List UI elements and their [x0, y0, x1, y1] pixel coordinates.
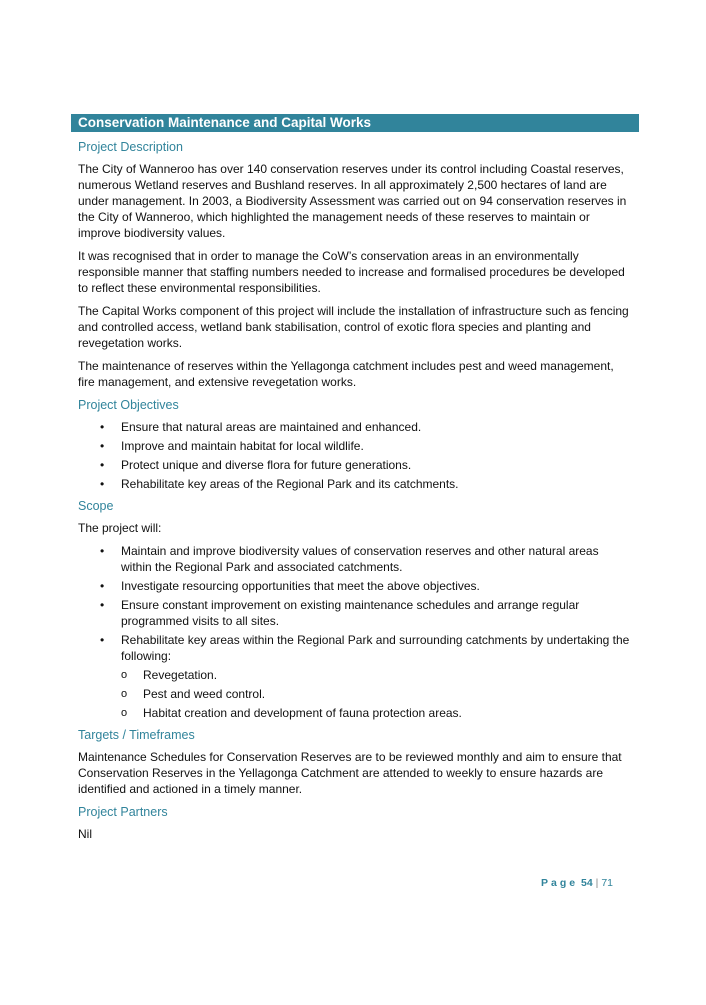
page-number: 54: [581, 877, 593, 889]
description-paragraph-2: It was recognised that in order to manage the CoW’s conservation areas in an environmentally responsible manner that staffing numbers needed to increase and formalised procedures be developed to reflect these environmental responsibilities.: [78, 249, 625, 295]
heading-targets-timeframes: Targets / Timeframes: [78, 728, 195, 742]
scope-list: [78, 543, 630, 721]
objective-text: Ensure that natural areas are maintained and enhanced.: [121, 420, 422, 434]
scope-text: Rehabilitate key areas within the Regional Park and surrounding catchments by undertaking the following:: [121, 633, 630, 663]
bullet-icon: •: [100, 633, 105, 647]
bullet-icon: •: [100, 598, 105, 612]
bullet-icon: •: [100, 420, 105, 434]
objective-text: Improve and maintain habitat for local wildlife.: [121, 439, 364, 453]
scope-subitem-text: Habitat creation and development of fauna protection areas.: [143, 706, 462, 720]
scope-item: [78, 597, 630, 629]
document-body: [78, 136, 630, 849]
partners-paragraph: Nil: [78, 827, 92, 841]
bullet-icon: •: [100, 579, 105, 593]
section-title-bar: [71, 114, 639, 132]
scope-text: Maintain and improve biodiversity values of conservation reserves and other natural areas within the Regional Park and associated catchments.: [121, 544, 599, 574]
objective-item: [78, 438, 630, 454]
objective-text: Rehabilitate key areas of the Regional Park and its catchments.: [121, 477, 459, 491]
description-paragraph-1: The City of Wanneroo has over 140 conservation reserves under its control including Coastal reserves, numerous Wetland reserves and Bushland reserves. In all approximately 2,500 hectares of land are under management. In 2003, a Biodiversity Assessment was carried out on 94 conservation reserves in the City of Wanneroo, which highlighted the management needs of these reserves to maintain or improve biodiversity values.: [78, 162, 627, 240]
scope-sublist: [121, 667, 630, 721]
circle-bullet-icon: o: [121, 669, 128, 681]
page-footer: [500, 877, 613, 889]
heading-project-objectives: Project Objectives: [78, 398, 179, 412]
scope-subitem-text: Pest and weed control.: [143, 687, 266, 701]
bullet-icon: •: [100, 458, 105, 472]
circle-bullet-icon: o: [121, 688, 128, 700]
heading-scope: Scope: [78, 499, 114, 513]
bullet-icon: •: [100, 544, 105, 558]
objective-item: [78, 457, 630, 473]
heading-project-description: Project Description: [78, 140, 183, 154]
section-title: Conservation Maintenance and Capital Works: [78, 115, 372, 130]
description-paragraph-4: The maintenance of reserves within the Yellagonga catchment includes pest and weed management, fire management, and extensive revegetation works.: [78, 359, 614, 389]
objectives-list: [78, 419, 630, 492]
objective-item: [78, 476, 630, 492]
scope-item: [78, 543, 630, 575]
scope-intro: The project will:: [78, 521, 162, 535]
heading-project-partners: Project Partners: [78, 805, 168, 819]
scope-text: Ensure constant improvement on existing maintenance schedules and arrange regular programmed visits to all sites.: [121, 598, 580, 628]
bullet-icon: •: [100, 477, 105, 491]
page-total: 71: [601, 877, 613, 889]
objective-item: [78, 419, 630, 435]
scope-subitem-text: Revegetation.: [143, 668, 218, 682]
page-label: Page: [541, 877, 579, 889]
scope-subitem: [121, 705, 630, 721]
scope-item: [78, 578, 630, 594]
objective-text: Protect unique and diverse flora for future generations.: [121, 458, 412, 472]
scope-text: Investigate resourcing opportunities that meet the above objectives.: [121, 579, 480, 593]
scope-subitem: [121, 686, 630, 702]
scope-subitem: [121, 667, 630, 683]
page-separator: |: [595, 877, 599, 889]
targets-paragraph: Maintenance Schedules for Conservation Reserves are to be reviewed monthly and aim to ensure that Conservation Reserves in the Yellagonga Catchment are attended to weekly to ensure hazards are identified and actioned in a timely manner.: [78, 750, 622, 796]
description-paragraph-3: The Capital Works component of this project will include the installation of infrastructure such as fencing and controlled access, wetland bank stabilisation, control of exotic flora species and planting and revegetation works.: [78, 304, 629, 350]
scope-item: [78, 632, 630, 721]
bullet-icon: •: [100, 439, 105, 453]
circle-bullet-icon: o: [121, 707, 128, 719]
